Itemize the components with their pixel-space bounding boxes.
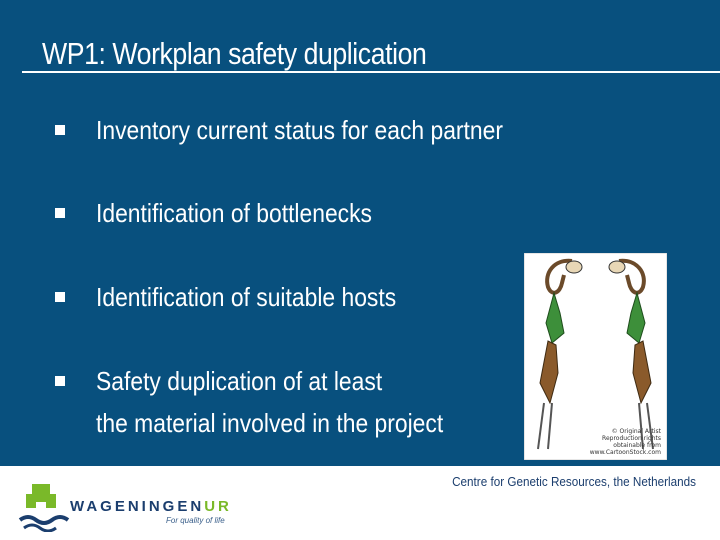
- bullet-text-line-2: the material involved in the project: [96, 408, 444, 438]
- bullet-square-icon: [55, 125, 65, 135]
- footer-caption: Centre for Genetic Resources, the Netherlands: [452, 474, 696, 489]
- credit-line: © Original Artist: [611, 428, 661, 435]
- credit-line: www.CartoonStock.com: [589, 449, 661, 456]
- bullet-text-line-1: Safety duplication of at least: [96, 366, 383, 396]
- brand-accent: UR: [204, 498, 232, 515]
- bullet-text: Identification of suitable hosts: [96, 282, 397, 312]
- bullet-square-icon: [55, 376, 65, 386]
- brand-name: [70, 498, 232, 515]
- slide-title: WP1: Workplan safety duplication: [42, 36, 427, 71]
- brand-main: WAGENINGEN: [70, 498, 205, 515]
- bullet-item: [0, 109, 560, 153]
- cartoon-image: [524, 253, 667, 460]
- title-underline: [22, 71, 720, 73]
- bullet-item: [0, 276, 560, 320]
- cartoon-credit: [583, 428, 661, 456]
- bullet-text: Inventory current status for each partner: [96, 115, 503, 145]
- bullet-square-icon: [55, 292, 65, 302]
- bullet-item: [0, 360, 560, 438]
- bullet-text: Identification of bottlenecks: [96, 198, 373, 228]
- bullet-item: [0, 192, 560, 236]
- credit-line: Reproduction rights obtainable from: [602, 435, 661, 449]
- brand-tagline: For quality of life: [166, 516, 225, 525]
- bullet-text: [96, 360, 443, 444]
- bullet-square-icon: [55, 208, 65, 218]
